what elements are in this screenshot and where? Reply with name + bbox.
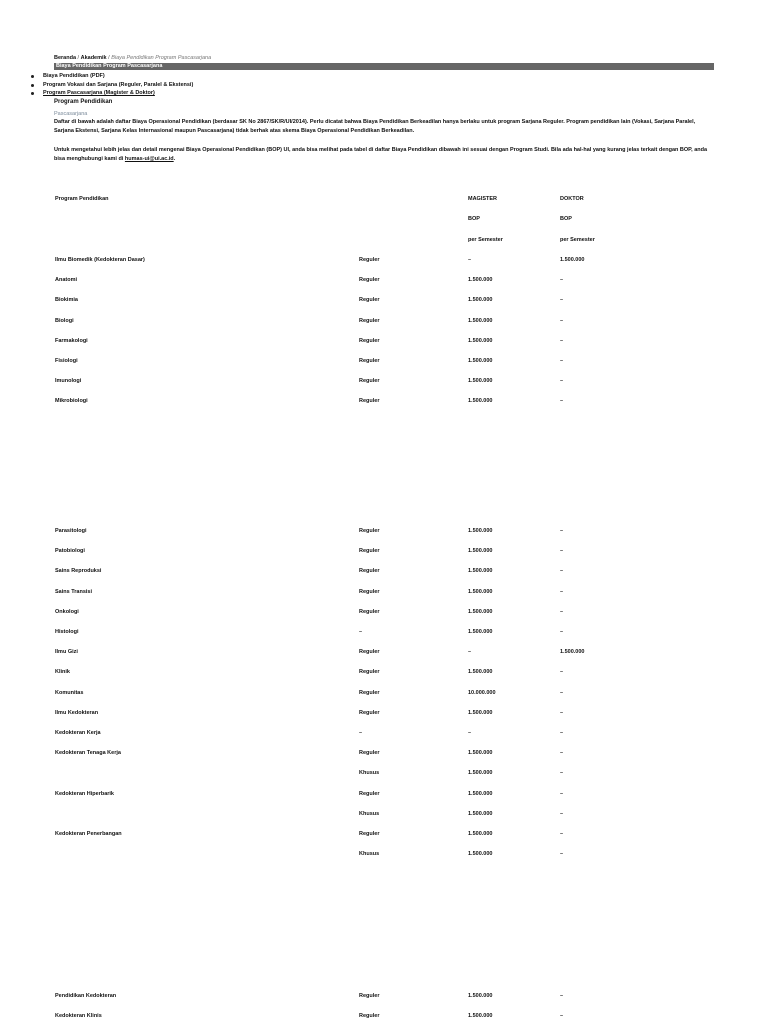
cell-doktor: – <box>560 337 564 344</box>
cell-type: Reguler <box>359 588 380 595</box>
cell-magister: 10.000.000 <box>468 689 496 696</box>
cell-program: Kedokteran Tenaga Kerja <box>55 750 121 757</box>
cell-magister: – <box>468 257 472 263</box>
cell-program: Klinik <box>55 669 70 676</box>
cell-magister: 1.500.000 <box>468 277 493 284</box>
cell-doktor: – <box>560 709 564 716</box>
submenu-item-biaya-pdf[interactable]: Biaya Pendidikan (PDF) <box>30 72 193 81</box>
cell-type: Reguler <box>359 669 380 676</box>
cell-program: Ilmu Kedokteran <box>55 709 99 716</box>
cell-type: – <box>359 629 363 635</box>
cell-program: Komunitas <box>55 689 84 696</box>
breadcrumb-separator: / <box>106 55 112 61</box>
cell-program: Ilmu Gizi <box>55 649 78 656</box>
cell-doktor: – <box>560 669 564 676</box>
contact-text: Untuk mengetahui lebih jelas dan detail mengenai Biaya Operasional Pendidikan (BOP) UI, anda bisa melihat pada tabel di daftar Biaya Pendidikan dibawah ini sesuai dengan Program Studi. Bila ada hal-hal yang kurang jelas terkait dengan BOP, anda bisa menghubungi kami di <box>54 147 708 162</box>
cell-magister: 1.500.000 <box>468 831 493 837</box>
breadcrumb-section[interactable]: Akademik <box>80 55 107 61</box>
table-header-doktor: DOKTOR <box>560 196 584 202</box>
contact-paragraph: Untuk mengetahui lebih jelas dan detail mengenai Biaya Operasional Pendidikan (BOP) UI, anda bisa melihat pada tabel di daftar Biaya Pendidikan dibawah ini sesuai dengan Program Studi. Bila ada hal-hal yang kurang jelas terkait dengan BOP, anda bisa menghubungi kami di humas-ui@ui.ac.id. <box>54 147 708 162</box>
cell-program: Fisiologi <box>55 358 78 364</box>
cell-doktor: – <box>560 398 564 405</box>
table-header-doktor-bop: BOP <box>560 216 572 222</box>
cell-type: Reguler <box>359 1013 380 1019</box>
cell-type: Reguler <box>359 790 380 797</box>
table-header-magister: MAGISTER <box>468 196 498 202</box>
page-title: Program Pendidikan <box>54 99 113 105</box>
cell-type: Khusus <box>359 810 380 817</box>
cell-magister: 1.500.000 <box>468 608 493 615</box>
cell-doktor: – <box>560 770 564 777</box>
cell-type: Khusus <box>359 851 380 858</box>
cell-doktor: – <box>560 629 564 635</box>
cell-magister: 1.500.000 <box>468 851 493 858</box>
cell-magister: 1.500.000 <box>468 378 493 385</box>
breadcrumb-current: Biaya Pendidikan Program Pascasarjana <box>111 55 212 61</box>
cell-type: – <box>359 730 363 736</box>
table-header-magister-bop: BOP <box>468 216 480 222</box>
cell-doktor: – <box>560 750 564 757</box>
cell-doktor: – <box>560 831 564 837</box>
cell-type: Reguler <box>359 568 380 575</box>
cell-magister: – <box>468 649 472 656</box>
cell-doktor: – <box>560 358 564 364</box>
cell-doktor: – <box>560 588 564 595</box>
cell-program: Kedokteran Hiperbarik <box>55 790 114 797</box>
cell-program: Parasitologi <box>55 528 87 534</box>
cell-type: Reguler <box>359 358 380 364</box>
cell-magister: 1.500.000 <box>468 398 493 405</box>
cell-magister: 1.500.000 <box>468 810 493 817</box>
cell-magister: 1.500.000 <box>468 528 493 534</box>
cell-doktor: – <box>560 378 564 385</box>
cell-program: Kedokteran Klinis <box>55 1013 102 1019</box>
cell-program: Anatomi <box>55 277 77 284</box>
cell-type: Reguler <box>359 297 380 304</box>
submenu <box>30 72 193 98</box>
cell-magister: 1.500.000 <box>468 337 493 344</box>
cell-type: Reguler <box>359 257 380 263</box>
cell-magister: 1.500.000 <box>468 568 493 575</box>
cell-type: Reguler <box>359 608 380 615</box>
cell-program: Kedokteran Penerbangan <box>55 831 122 837</box>
cell-type: Reguler <box>359 750 380 757</box>
cell-doktor: – <box>560 730 564 736</box>
cell-magister: 1.500.000 <box>468 709 493 716</box>
cell-program: Farmakologi <box>55 337 88 344</box>
breadcrumb-separator: / <box>76 55 81 61</box>
table-header-program: Program Pendidikan <box>55 196 109 202</box>
cell-type: Reguler <box>359 317 380 324</box>
cell-magister: 1.500.000 <box>468 588 493 595</box>
cell-doktor: – <box>560 689 564 696</box>
contact-email-link[interactable]: humas-ui@ui.ac.id <box>124 156 174 162</box>
breadcrumb <box>54 55 211 61</box>
cell-doktor: – <box>560 548 564 555</box>
cell-type: Reguler <box>359 528 380 534</box>
cell-type: Reguler <box>359 378 380 385</box>
cell-type: Reguler <box>359 548 380 555</box>
cell-doktor: 1.500.000 <box>560 257 585 263</box>
cell-magister: 1.500.000 <box>468 790 493 797</box>
cell-type: Reguler <box>359 993 380 999</box>
cell-program: Sains Transisi <box>55 588 92 595</box>
cell-magister: 1.500.000 <box>468 1013 493 1019</box>
cell-magister: 1.500.000 <box>468 358 493 364</box>
cell-program: Biokimia <box>55 297 78 304</box>
section-header-bar <box>54 63 714 70</box>
cell-program: Kedokteran Kerja <box>55 730 101 736</box>
cell-magister: 1.500.000 <box>468 629 493 635</box>
cell-doktor: – <box>560 608 564 615</box>
cell-program: Imunologi <box>55 378 82 385</box>
cell-type: Khusus <box>359 770 380 777</box>
section-header-title: Biaya Pendidikan Program Pascasarjana <box>56 63 163 69</box>
submenu-item-pascasarjana[interactable]: Program Pascasarjana (Magister & Doktor) <box>30 89 193 98</box>
cell-doktor: – <box>560 851 564 858</box>
cell-magister: 1.500.000 <box>468 317 493 324</box>
cell-magister: 1.500.000 <box>468 770 493 777</box>
cell-program: Patobiologi <box>55 548 85 555</box>
cell-program: Histologi <box>55 629 79 635</box>
intro-paragraph: Daftar di bawah adalah daftar Biaya Operasional Pendidikan (berdasar SK No 2867/SK/R/UI/2014). Perlu dicatat bahwa Biaya Pendidikan Berkeadilan hanya berlaku untuk program Sarjana Reguler. Program pendidikan lain (Vokasi, Sarjana Paralel, Sarjana Ekstensi, Sarjana Kelas Internasional maupun Pascasarjana) tidak berhak atas skema Biaya Operasional Pendidikan Berkeadilan. <box>54 119 696 134</box>
cell-magister: 1.500.000 <box>468 993 493 999</box>
cell-type: Reguler <box>359 337 380 344</box>
cell-type: Reguler <box>359 831 380 837</box>
subsection-label: Pascasarjana <box>54 111 88 117</box>
cell-doktor: – <box>560 790 564 797</box>
cell-type: Reguler <box>359 649 380 656</box>
cell-doktor: – <box>560 1013 564 1019</box>
cell-program: Biologi <box>55 317 74 324</box>
submenu-item-vokasi-sarjana[interactable]: Program Vokasi dan Sarjana (Reguler, Paralel & Ekstensi) <box>30 81 193 90</box>
cell-program: Pendidikan Kedokteran <box>55 993 117 999</box>
table-header-magister-per-semester: per Semester <box>468 237 503 243</box>
cell-doktor: – <box>560 993 564 999</box>
cell-magister: 1.500.000 <box>468 669 493 676</box>
cell-doktor: – <box>560 297 564 304</box>
cell-doktor: – <box>560 810 564 817</box>
cell-type: Reguler <box>359 398 380 405</box>
cell-program: Onkologi <box>55 608 79 615</box>
cell-magister: – <box>468 730 472 736</box>
cell-magister: 1.500.000 <box>468 750 493 757</box>
cell-doktor: – <box>560 317 564 324</box>
cell-type: Reguler <box>359 709 380 716</box>
cell-type: Reguler <box>359 277 380 284</box>
cell-program: Ilmu Biomedik (Kedokteran Dasar) <box>55 257 145 263</box>
cell-magister: 1.500.000 <box>468 548 493 555</box>
cell-doktor: 1.500.000 <box>560 649 585 656</box>
cell-doktor: – <box>560 528 564 534</box>
cell-magister: 1.500.000 <box>468 297 493 304</box>
cell-doktor: – <box>560 277 564 284</box>
cell-program: Mikrobiologi <box>55 398 88 405</box>
cell-program: Sains Reproduksi <box>55 568 102 575</box>
table-header-doktor-per-semester: per Semester <box>560 237 595 243</box>
cell-type: Reguler <box>359 689 380 696</box>
breadcrumb-home[interactable]: Beranda <box>54 55 77 61</box>
cell-doktor: – <box>560 568 564 575</box>
